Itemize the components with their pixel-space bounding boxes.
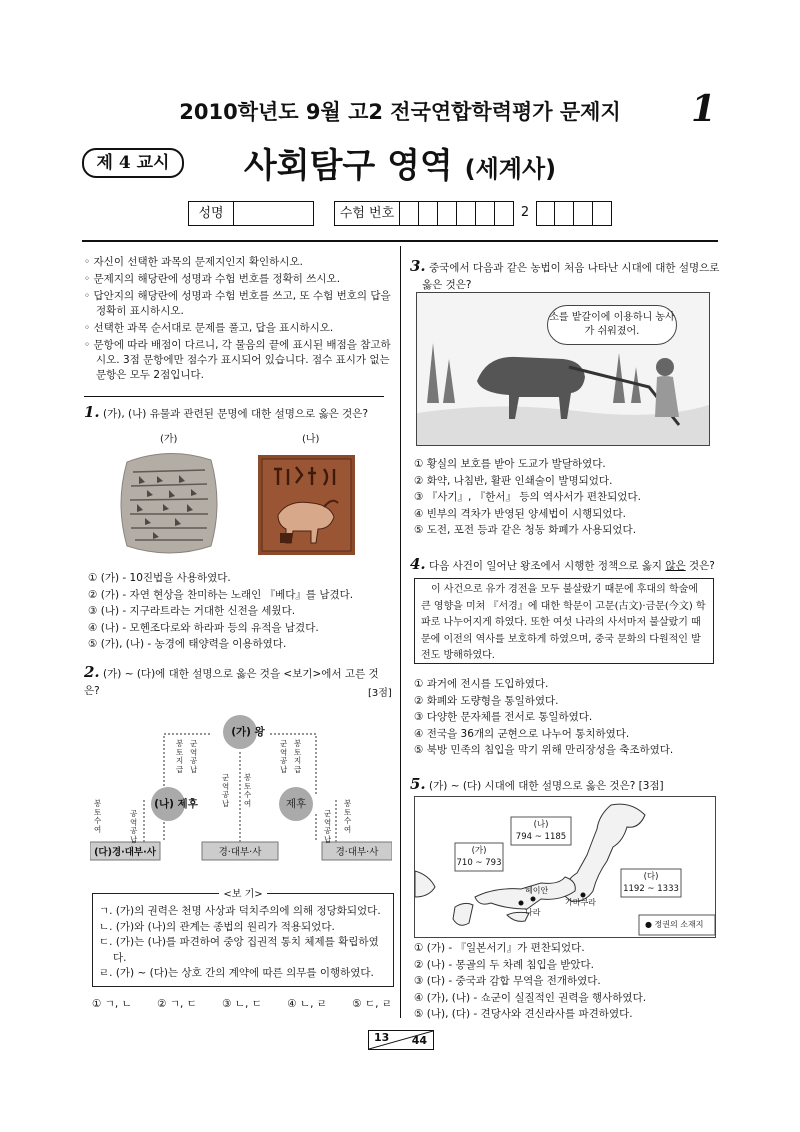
- lord-node-na: (나) 제후: [154, 798, 198, 810]
- question-text: 중국에서 다음과 같은 농법이 처음 나타난 시대에 대한 설명으로 옳은 것은?: [422, 262, 720, 291]
- answer-option[interactable]: ③ 『사기』, 『한서』 등의 역사서가 편찬되었다.: [414, 491, 641, 503]
- exam-digit-box[interactable]: [555, 201, 574, 226]
- question-5-options: [414, 940, 718, 1023]
- passage-box: 이 사건으로 유가 경전을 모두 불살랐기 때문에 후대의 학술에 큰 영향을 미쳐 『서경』에 대한 학문이 고문(古文)·금문(今文) 학파로 나누어지게 하였다. 또한 여섯 나라의 사서마저 불살랐기 때문에 이전의 역사를 보호하게 하였으며, 중국 문화의 다원적인 발전도 방해하였다.: [414, 578, 714, 664]
- answer-option[interactable]: ② (나) - 몽골의 두 차례 침입을 받았다.: [414, 958, 594, 971]
- name-field[interactable]: [188, 201, 314, 228]
- instruction-item: ◦ 선택한 과목 순서대로 문제를 풀고, 답을 표시하시오.: [84, 322, 334, 334]
- answer-option[interactable]: ④ (가), (나) - 쇼군이 실질적인 권력을 행사하였다.: [414, 991, 647, 1004]
- artifact-label-b: (나): [302, 434, 320, 445]
- question-number: 2.: [84, 663, 100, 681]
- instruction-divider: [84, 396, 384, 397]
- city-label-nara: 나라: [525, 908, 541, 917]
- answer-option[interactable]: ④ 빈부의 격차가 반영된 양세법이 시행되었다.: [414, 507, 627, 520]
- instruction-item: ◦ 답안지의 해당란에 성명과 수험 번호를 쓰고, 또 수험 번호의 답을 정확히 표시하시오.: [84, 290, 391, 317]
- question-4-options: [414, 676, 718, 759]
- arrow-label: 봉토 수여: [94, 799, 102, 834]
- answer-option[interactable]: ② 화폐와 도량형을 통일하였다.: [414, 694, 559, 707]
- subject-sub: (세계사): [464, 155, 557, 183]
- answer-option[interactable]: ③ (다) - 중국과 감합 무역을 전개하였다.: [414, 975, 601, 987]
- answer-option[interactable]: ⑤ 도전, 포전 등과 같은 청동 화폐가 사용되었다.: [414, 524, 637, 536]
- exam-digit-box[interactable]: [476, 201, 495, 226]
- arrow-label: 봉토 수여: [244, 773, 252, 808]
- header-divider: [82, 240, 718, 242]
- answer-option[interactable]: ① 과거에 전시를 도입하였다.: [414, 678, 549, 690]
- bogi-item: ㄷ. (가)는 (나)를 파견하여 중앙 집권적 통치 체제를 확립하였다.: [99, 936, 379, 964]
- map-label-na: [511, 819, 571, 843]
- answer-option[interactable]: ① (가) - 10진법을 사용하였다.: [88, 572, 231, 584]
- answer-option[interactable]: ② ㄱ, ㄷ: [157, 998, 197, 1010]
- exam-digit-box[interactable]: [419, 201, 438, 226]
- bogi-title: <보 기>: [93, 885, 393, 900]
- exam-digit-box[interactable]: [495, 201, 514, 226]
- question-3-options: [414, 456, 718, 539]
- question-1-stem: [84, 404, 394, 423]
- answer-option[interactable]: ③ 다양한 문자체를 전서로 통일하였다.: [414, 711, 593, 723]
- dafu-node: 경·대부·사: [335, 847, 379, 858]
- instruction-item: ◦ 문제지의 해당란에 성명과 수험 번호를 정확히 쓰시오.: [84, 273, 341, 285]
- arrow-label: 봉토 수여: [344, 799, 352, 834]
- speech-bubble: 소를 밭갈이에 이용하니 농사가 쉬워졌어.: [547, 305, 677, 345]
- king-node: (가) 왕: [231, 726, 265, 738]
- question-3-stem: [410, 258, 730, 294]
- question-number: 1.: [84, 403, 100, 421]
- feudal-diagram: [90, 704, 392, 880]
- answer-option[interactable]: ⑤ (가), (나) - 농경에 태양력을 이용하였다.: [88, 638, 287, 650]
- map-legend: ● 정권의 소재지: [645, 920, 704, 929]
- exam-digit-box[interactable]: [400, 201, 419, 226]
- question-emphasis: 않은: [665, 560, 686, 572]
- era-label: (다): [643, 872, 659, 882]
- instructions: [84, 255, 392, 383]
- exam-digit-box[interactable]: [536, 201, 555, 226]
- lord-node: 제후: [285, 798, 307, 810]
- arrow-label: 봉토 지급: [294, 739, 302, 774]
- era-years: 710 ~ 793: [456, 858, 502, 868]
- page-number: 1: [690, 88, 716, 130]
- map-label-da: [621, 871, 681, 895]
- question-2-options: [92, 996, 392, 1011]
- bogi-item: ㄱ. (가)의 권력은 천명 사상과 덕치주의에 의해 정당화되었다.: [99, 905, 381, 917]
- question-points: [3점]: [368, 688, 392, 699]
- answer-option[interactable]: ① (가) - 『일본서기』가 편찬되었다.: [414, 942, 585, 954]
- question-number: 4.: [410, 555, 426, 573]
- bogi-box: [92, 889, 394, 987]
- bogi-items: [99, 904, 387, 982]
- subject-title: [0, 138, 800, 187]
- arrow-label: 군역 공납: [324, 809, 332, 844]
- answer-option[interactable]: ⑤ ㄷ, ㄹ: [352, 998, 392, 1010]
- indus-seal-image: [258, 455, 355, 555]
- answer-option[interactable]: ④ (나) - 모헨조다로와 하라파 등의 유적을 남겼다.: [88, 621, 319, 634]
- question-text-end: 것은?: [685, 560, 715, 572]
- era-years: 794 ~ 1185: [515, 832, 567, 842]
- plowing-illustration: [416, 292, 710, 446]
- answer-option[interactable]: ④ 전국을 36개의 군현으로 나누어 통치하였다.: [414, 727, 630, 740]
- exam-header-title: 2010학년도 9월 고2 전국연합학력평가 문제지: [179, 100, 621, 124]
- footer-page-right: 44: [411, 1034, 427, 1047]
- dafu-node: 경·대부·사: [218, 847, 262, 858]
- answer-option[interactable]: ② 화약, 나침반, 활판 인쇄술이 발명되었다.: [414, 474, 613, 487]
- city-label-kamakura: 가마쿠라: [565, 898, 596, 907]
- answer-option[interactable]: ② (가) - 자연 현상을 찬미하는 노래인 『베다』를 남겼다.: [88, 588, 354, 601]
- cuneiform-tablet-image: [117, 448, 221, 556]
- answer-option[interactable]: ⑤ 북방 민족의 침입을 막기 위해 만리장성을 축조하였다.: [414, 744, 674, 756]
- answer-option[interactable]: ① ㄱ, ㄴ: [92, 998, 132, 1010]
- subject-main: 사회탐구 영역: [243, 146, 453, 186]
- answer-option[interactable]: ③ (나) - 지구라트라는 거대한 신전을 세웠다.: [88, 605, 296, 617]
- answer-option[interactable]: ④ ㄴ, ㄹ: [287, 998, 327, 1010]
- era-label: (가): [471, 846, 487, 856]
- instruction-item: ◦ 문항에 따라 배점이 다르니, 각 물음의 끝에 표시된 배점을 참고하시오. 3점 문항에만 점수가 표시되어 있습니다. 점수 표시가 없는 문항은 모두 2점입니다.: [84, 339, 391, 381]
- answer-option[interactable]: ⑤ (나), (다) - 견당사와 견신라사를 파견하였다.: [414, 1008, 633, 1020]
- page-footer: [368, 1030, 434, 1050]
- exam-number-field[interactable]: [334, 201, 612, 228]
- arrow-label: 군역 공납: [190, 739, 198, 774]
- arrow-label: 공역 공납: [130, 809, 138, 844]
- question-points: [3점]: [638, 780, 664, 792]
- japan-map: [414, 796, 716, 938]
- exam-digit-fixed: 2: [520, 205, 530, 220]
- exam-number-label: 수험 번호: [334, 201, 400, 226]
- question-number: 5.: [410, 775, 426, 793]
- question-2-stem: [84, 664, 394, 700]
- era-label: (나): [533, 820, 549, 830]
- arrow-label: 봉토 지급: [176, 739, 184, 774]
- question-number: 3.: [410, 257, 426, 275]
- question-1-options: [88, 570, 394, 653]
- name-input-box[interactable]: [234, 201, 314, 226]
- name-label: 성명: [188, 201, 234, 226]
- footer-page-left: 13: [374, 1031, 390, 1044]
- question-text: 다음 사건이 일어난 왕조에서 시행한 정책으로 옳지: [429, 560, 666, 572]
- question-5-stem: [410, 776, 718, 795]
- question-text: (가) ~ (다) 시대에 대한 설명으로 옳은 것은?: [429, 780, 636, 792]
- instruction-item: ◦ 자신이 선택한 과목의 문제지인지 확인하시오.: [84, 256, 303, 268]
- question-4-stem: [410, 556, 718, 575]
- exam-digit-box[interactable]: [438, 201, 457, 226]
- column-divider: [400, 246, 401, 1018]
- exam-digit-box[interactable]: [457, 201, 476, 226]
- artifact-label-a: (가): [160, 434, 178, 445]
- answer-option[interactable]: ① 황실의 보호를 받아 도교가 발달하였다.: [414, 458, 606, 470]
- dafu-node-da: (다)경·대부·사: [94, 847, 156, 858]
- arrow-label: 군역 공납: [222, 773, 230, 808]
- bogi-item: ㄹ. (가) ~ (다)는 상호 간의 계약에 따른 의무를 이행하였다.: [99, 967, 374, 979]
- question-text: (가) ~ (다)에 대한 설명으로 옳은 것을 <보기>에서 고른 것은?: [84, 668, 379, 697]
- era-years: 1192 ~ 1333: [623, 884, 679, 894]
- question-text: (가), (나) 유물과 관련된 문명에 대한 설명으로 옳은 것은?: [103, 408, 369, 420]
- arrow-label: 군역 공납: [280, 739, 288, 774]
- bogi-item: ㄴ. (가)와 (나)의 관계는 종법의 원리가 적용되었다.: [99, 920, 335, 933]
- map-label-ga: [455, 845, 503, 869]
- city-label-heian: 헤이안: [525, 886, 549, 895]
- exam-digit-box[interactable]: [574, 201, 593, 226]
- exam-digit-box[interactable]: [593, 201, 612, 226]
- session-badge: 제 4 교시: [82, 148, 184, 178]
- answer-option[interactable]: ③ ㄴ, ㄷ: [222, 998, 262, 1010]
